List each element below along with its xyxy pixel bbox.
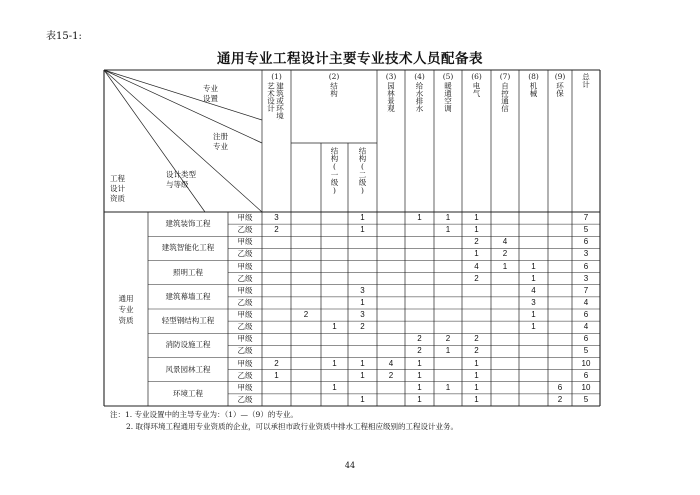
table-cell [262,309,291,321]
table-cell: 4 [474,261,479,271]
table-cell [291,224,321,236]
column-heading-2: 结构 [329,82,339,97]
table-cell [321,236,348,248]
total-cell: 6 [583,310,589,319]
grade-label: 乙级 [237,370,253,380]
table-cell [321,297,348,309]
table-cell [434,370,462,382]
table-cell: 3 [531,297,536,307]
structure-sub-heading-1: 结构(一级) [330,147,339,195]
column-heading-5: 暖通空调 [443,82,453,112]
table-cell [491,309,519,321]
table-cell: 2 [417,346,422,356]
column-number-3: (3) [385,72,397,81]
grade-label: 甲级 [237,382,253,392]
total-cell: 10 [581,382,591,392]
table-cell: 2 [388,370,394,380]
table-cell: 2 [274,358,279,368]
table-cell: 1 [474,358,479,368]
table-cell: 1 [445,225,451,235]
table-cell [519,345,548,357]
table-cell [321,285,348,297]
grade-label: 甲级 [237,310,253,319]
column-heading-7: 自控通信 [500,82,510,112]
table-cell [291,212,321,224]
total-cell: 5 [583,225,589,235]
table-cell [262,285,291,297]
table-cell [377,236,405,248]
table-cell: 1 [417,370,422,380]
table-cell: 3 [360,285,365,295]
table-cell [321,248,348,260]
grade-label: 乙级 [237,225,253,235]
table-cell [321,261,348,273]
table-cell [377,224,405,236]
table-cell [434,309,462,321]
table-cell [491,370,519,382]
design-type-3: 照明工程 [173,267,203,277]
column-heading-3: 园林景观 [386,82,396,112]
header-specialty-label: 专业 设置 [203,84,218,103]
table-cell [548,321,572,333]
total-cell: 7 [583,285,589,295]
total-cell: 3 [583,273,589,283]
grade-label: 甲级 [237,358,253,368]
structure-sub-heading-2: 结构(二级) [358,147,367,195]
table-cell [548,212,572,224]
table-cell: 1 [474,382,479,392]
table-cell [377,382,405,394]
table-cell [405,285,434,297]
note-2: 2. 取得环境工程通用专业资质的企业，可以承担市政行业资质中排水工程相应级别的工程设计业务。 [126,422,459,431]
table-cell [548,358,572,370]
column-number-9: (9) [554,72,566,81]
table-cell [434,236,462,248]
table-cell: 1 [360,370,365,380]
table-cell: 2 [274,225,279,235]
table-cell: 1 [360,213,365,222]
table-cell [348,273,377,285]
header-design-type-label: 设计类型 与等级 [166,170,196,189]
table-cell [491,273,519,285]
table-cell [321,224,348,236]
table-cell: 1 [417,213,422,222]
column-number-1: (1) [271,72,282,81]
table-cell [548,261,572,273]
table-cell: 1 [417,382,422,392]
table-cell: 1 [332,322,337,332]
table-cell [519,248,548,260]
table-cell [434,321,462,333]
table-cell [519,236,548,248]
table-cell [405,297,434,309]
grade-label: 乙级 [237,273,253,283]
design-type-6: 消防设施工程 [165,340,211,350]
grade-label: 甲级 [237,334,253,344]
table-cell [291,248,321,260]
table-cell [434,297,462,309]
table-cell: 1 [474,370,479,380]
table-cell: 4 [502,237,508,247]
grade-label: 甲级 [237,213,253,222]
table-cell [519,333,548,345]
table-cell [291,285,321,297]
table-cell [548,273,572,285]
table-cell [405,273,434,285]
total-cell: 5 [583,346,589,356]
table-cell [405,309,434,321]
table-cell [377,394,405,406]
total-cell: 6 [583,370,589,380]
table-cell [491,321,519,333]
table-cell: 1 [360,358,365,368]
grade-label: 甲级 [237,285,253,295]
table-cell [519,370,548,382]
grade-label: 乙级 [237,249,253,259]
table-cell [548,345,572,357]
grade-label: 乙级 [237,322,253,332]
qualification-label: 通用 专业 资质 [118,294,134,325]
table-cell [348,333,377,345]
design-type-7: 风景园林工程 [165,364,211,374]
table-cell: 1 [274,370,279,380]
table-cell [491,382,519,394]
table-cell [519,224,548,236]
table-cell [262,382,291,394]
table-cell: 1 [417,394,422,404]
table-cell [262,273,291,285]
table-cell: 1 [360,225,365,235]
table-cell [519,394,548,406]
design-type-8: 环境工程 [173,388,203,398]
table-cell [262,394,291,406]
table-cell [291,297,321,309]
table-cell [462,285,491,297]
table-cell [321,333,348,345]
table-cell [491,224,519,236]
note-1: 注：1. 专业设置中的主导专业为：（1）—（9）的专业。 [110,410,298,419]
table-cell: 1 [445,382,451,392]
column-number-7: (7) [499,72,511,81]
table-cell: 2 [557,394,563,404]
table-cell [262,261,291,273]
table-cell: 1 [474,394,479,404]
column-number-4: (4) [414,72,425,81]
table-cell [462,309,491,321]
table-cell: 1 [417,358,422,368]
table-cell [321,370,348,382]
design-type-5: 轻型钢结构工程 [161,316,215,326]
table-cell [262,248,291,260]
table-cell [405,236,434,248]
table-cell [434,285,462,297]
total-cell: 3 [583,249,589,259]
table-cell: 1 [445,213,451,222]
table-cell: 4 [531,285,536,295]
column-number-8: (8) [528,72,539,81]
column-heading-9: 环保 [555,82,565,97]
table-cell: 2 [502,249,508,259]
table-cell [405,261,434,273]
total-cell: 6 [583,237,589,247]
table-cell: 2 [360,322,365,332]
table-cell: 3 [274,213,279,222]
total-cell: 5 [583,394,589,404]
table-cell: 2 [445,334,451,344]
column-heading-6: 电气 [472,82,481,97]
table-cell: 1 [531,261,536,271]
column-heading-10: 总计 [581,73,591,88]
table-cell [321,394,348,406]
table-cell [548,224,572,236]
design-type-1: 建筑装饰工程 [165,219,211,229]
table-cell: 3 [360,310,365,319]
table-cell [348,261,377,273]
column-heading-8: 机械 [529,82,538,97]
table-cell [377,248,405,260]
table-cell: 1 [502,261,508,271]
table-cell: 1 [332,382,337,392]
total-cell: 4 [583,297,589,307]
grade-label: 甲级 [237,237,253,247]
table-cell [491,358,519,370]
table-cell [321,273,348,285]
table-cell [348,345,377,357]
table-cell: 1 [531,310,536,319]
total-cell: 6 [583,334,589,344]
table-cell [348,248,377,260]
grade-label: 乙级 [237,297,253,307]
table-cell [548,248,572,260]
table-cell [377,309,405,321]
table-cell [377,333,405,345]
table-cell [377,297,405,309]
grade-label: 甲级 [237,261,253,271]
table-cell: 4 [388,358,394,368]
table-cell [462,321,491,333]
table-cell [291,236,321,248]
table-cell [321,309,348,321]
grade-label: 乙级 [237,346,253,356]
column-heading-4: 给水排水 [415,82,424,112]
table-cell: 1 [531,322,536,332]
table-cell [405,248,434,260]
table-cell [291,273,321,285]
table-cell [405,224,434,236]
table-cell [321,212,348,224]
design-type-2: 建筑智能化工程 [161,243,215,253]
table-cell [377,261,405,273]
table-cell [321,345,348,357]
table-cell [519,212,548,224]
table-cell: 1 [332,358,337,368]
table-cell [491,297,519,309]
table-cell [377,273,405,285]
table-cell [348,382,377,394]
table-cell [434,394,462,406]
table-cell [291,321,321,333]
design-type-4: 建筑幕墙工程 [165,291,211,301]
table-cell: 1 [360,297,365,307]
table-cell [491,333,519,345]
table-cell [291,370,321,382]
page-number: 44 [344,461,356,470]
table-cell [291,394,321,406]
table-cell [291,261,321,273]
table-cell: 1 [360,394,365,404]
table-cell [434,273,462,285]
table-cell [548,333,572,345]
table-cell [262,297,291,309]
column-number-6: (6) [471,72,482,81]
table-cell [491,345,519,357]
table-cell [519,358,548,370]
table-cell [291,333,321,345]
column-number-2: (2) [328,72,340,81]
table-cell [377,321,405,333]
total-cell: 7 [583,213,589,222]
table-cell [548,370,572,382]
table-cell: 2 [474,346,479,356]
table-cell [291,345,321,357]
table-cell: 1 [474,213,479,222]
table-cell [377,285,405,297]
table-cell [491,285,519,297]
table-cell [462,297,491,309]
table-cell [262,321,291,333]
total-cell: 10 [581,358,591,368]
table-label: 表15-1: [46,31,82,42]
total-cell: 6 [583,261,589,271]
table-cell: 6 [557,382,563,392]
table-cell [262,236,291,248]
table-cell [262,333,291,345]
table-cell [548,309,572,321]
header-registered-label: 注册 专业 [213,132,228,151]
table-cell [405,321,434,333]
column-heading-art-design: 艺术设计 [266,82,276,112]
table-cell: 2 [417,334,422,344]
table-cell [348,236,377,248]
table-cell: 1 [474,249,479,259]
column-number-5: (5) [442,72,454,81]
table-cell [377,212,405,224]
table-cell [291,382,321,394]
header-qualification-label: 工程 设计 资质 [110,174,125,203]
table-cell [291,358,321,370]
table-cell [519,382,548,394]
table-cell: 1 [531,273,536,283]
table-cell [548,236,572,248]
table-cell [548,297,572,309]
table-cell [434,261,462,273]
table-cell: 2 [474,237,479,247]
table-cell [491,394,519,406]
table-cell [434,358,462,370]
document-title: 通用专业工程设计主要专业技术人员配备表 [217,51,483,67]
table-cell: 1 [474,225,479,235]
column-heading-art-design-sub: 建筑或环境 [275,82,285,120]
table-cell [377,345,405,357]
total-cell: 4 [583,322,589,332]
table-cell: 2 [474,273,479,283]
grade-label: 乙级 [237,394,253,404]
table-cell: 1 [445,346,451,356]
table-cell [262,345,291,357]
table-cell [491,212,519,224]
table-cell: 2 [474,334,479,344]
table-cell [434,248,462,260]
table-cell [548,285,572,297]
table-cell: 2 [303,310,309,319]
